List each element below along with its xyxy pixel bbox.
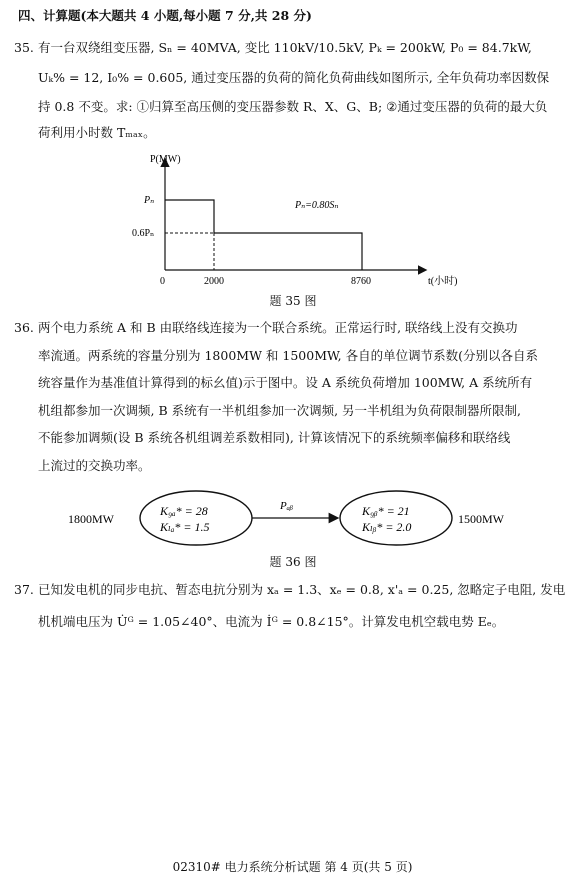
load-curve-figure: [130, 150, 470, 290]
x-origin: 0: [160, 276, 165, 287]
x-tick-2000: 2000: [204, 276, 224, 287]
kga-label: K₉ₐ* = 28: [160, 504, 208, 518]
x-axis-label: t(小时): [428, 276, 458, 287]
section-heading: 四、计算题(本大题共 4 小题,每小题 7 分,共 28 分): [18, 8, 312, 23]
q36-line-4: 机组都参加一次调频, B 系统有一半机组参加一次调频, 另一半机组为负荷限制器所限制,: [38, 403, 522, 418]
q36-line-3: 统容量作为基准值计算得到的标幺值)示于图中。设 A 系统负荷增加 100MW, A 系统所有: [38, 375, 533, 390]
q35-number: 35.: [14, 40, 34, 55]
system-b-capacity: 1500MW: [458, 512, 504, 526]
q37-line-2: 机机端电压为 U̇ᴳ = 1.05∠40°、电流为 İᴳ = 0.8∠15°。计算发电机空载电势 Eₑ。: [38, 614, 505, 629]
pn06-label: 0.6Pₙ: [132, 228, 155, 239]
kla-label: Kₗₐ* = 1.5: [160, 520, 210, 534]
q36-number: 36.: [14, 320, 34, 335]
interconnection-figure: [60, 485, 530, 553]
q35-line-2: Uₖ% = 12, I₀% = 0.605, 通过变压器的负荷的简化负荷曲线如图所示, 全年负荷功率因数保: [38, 70, 550, 85]
pn-label: Pₙ: [144, 195, 155, 206]
figure-36-caption: 题 36 图: [269, 555, 317, 569]
kgb-label: K₉ᵦ* = 21: [362, 504, 410, 518]
q36-line-1: 两个电力系统 A 和 B 由联络线连接为一个联合系统。正常运行时, 联络线上没有交换功: [38, 320, 518, 335]
klb-label: Kₗᵦ* = 2.0: [362, 520, 412, 534]
tie-label: Pₐᵦ: [280, 500, 294, 512]
system-a-ellipse: [140, 491, 252, 545]
x-tick-8760: 8760: [351, 276, 371, 287]
system-b-ellipse: [340, 491, 452, 545]
y-axis-label: P(MW): [150, 154, 181, 165]
q37-number: 37.: [14, 582, 34, 597]
q35-line-1: 有一台双绕组变压器, Sₙ = 40MVA, 变比 110kV/10.5kV, Pₖ = 200kW, P₀ = 84.7kW,: [38, 40, 532, 55]
q36-line-5: 不能参加调频(设 B 系统各机组调差系数相同), 计算该情况下的系统频率偏移和联络线: [38, 430, 511, 445]
q35-line-4: 荷利用小时数 Tₘₐₓ。: [38, 125, 156, 140]
q37-line-1: 已知发电机的同步电抗、暂态电抗分别为 xₐ = 1.3、xₑ = 0.8, x'ₐ = 0.25, 忽略定子电阻, 发电: [38, 582, 566, 597]
q36-line-2: 率流通。两系统的容量分别为 1800MW 和 1500MW, 各自的单位调节系数(分别以各自系: [38, 348, 538, 363]
q35-line-3: 持 0.8 不变。求: ①归算至高压侧的变压器参数 R、X、G、B; ②通过变压器的负荷的最大负: [38, 99, 548, 114]
page-footer: 02310# 电力系统分析试题 第 4 页(共 5 页): [172, 860, 413, 874]
annotation: Pₙ=0.80Sₙ: [295, 200, 339, 211]
system-a-capacity: 1800MW: [68, 512, 114, 526]
figure-35-caption: 题 35 图: [269, 294, 317, 308]
q36-line-6: 上流过的交换功率。: [38, 458, 151, 473]
